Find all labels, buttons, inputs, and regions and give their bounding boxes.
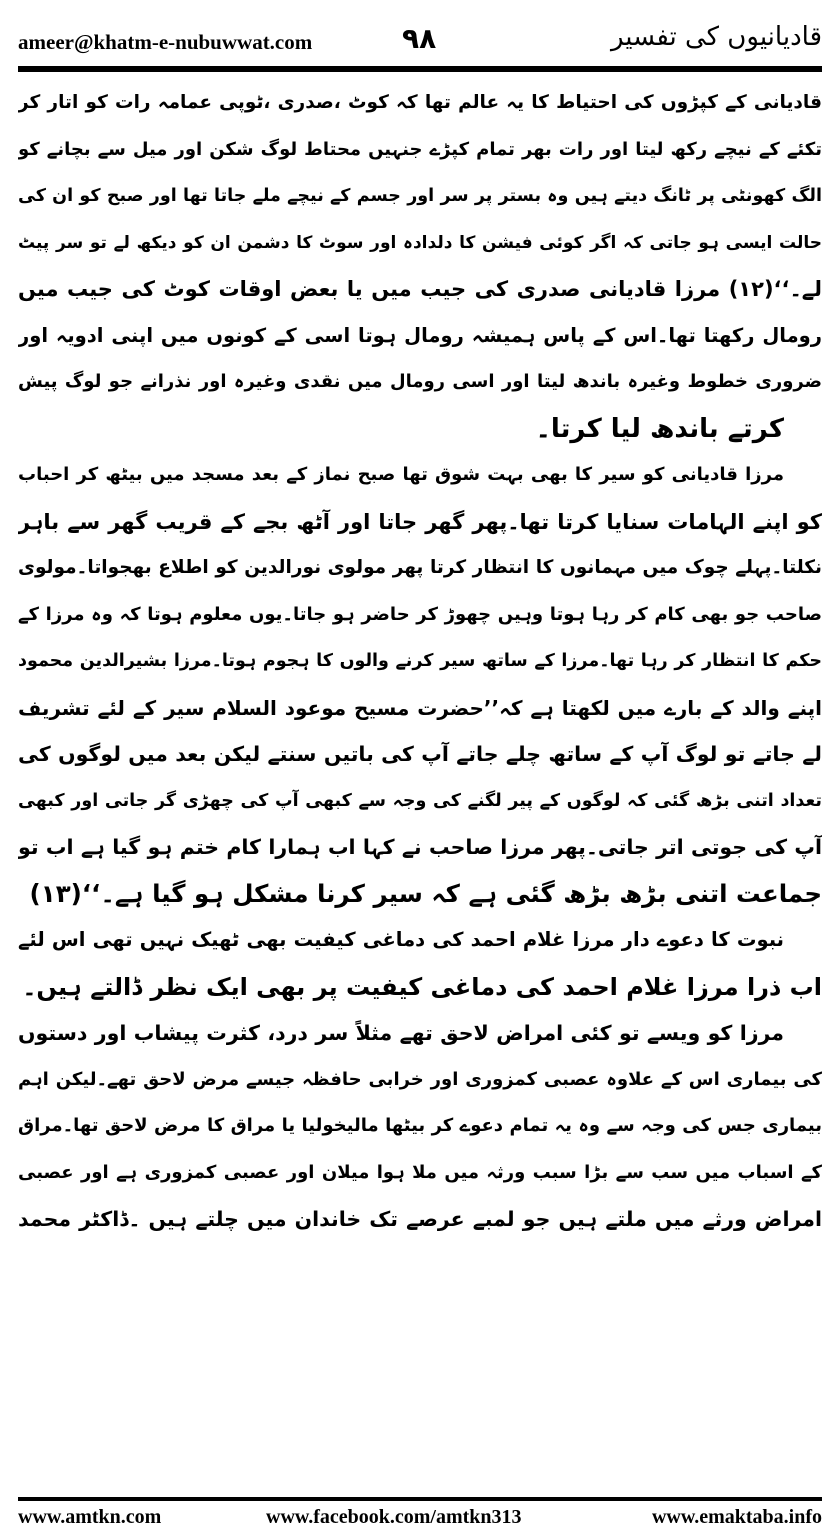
text-line: امراض ورثے میں ملتے ہیں جو لمبے عرصے تک خاندان میں چلتے ہیں ۔ڈاکٹر محمد	[18, 1207, 822, 1231]
text-line: مرزا قادیانی کو سیر کا بھی بہت شوق تھا صبح نماز کے بعد مسجد میں بیٹھ کر احباب	[18, 464, 784, 485]
text-line: تعداد اتنی بڑھ گئی کہ لوگوں کے پیر لگنے کی وجہ سے کبھی آپ کی چھڑی گر جاتی اور کبھی	[18, 790, 822, 811]
text-line: اپنے والد کے بارے میں لکھتا ہے کہ’’حضرت مسیح موعود السلام سیر کے لئے تشریف	[18, 695, 822, 720]
text-line: حالت ایسی ہو جاتی کہ اگر کوئی فیشن کا دلدادہ اور سوٹ کا دشمن ان کو دیکھ لے تو سر پیٹ	[18, 232, 822, 253]
text-line: لے۔‘‘(۱۲) مرزا قادیانی صدری کی جیب میں یا بعض اوقات کوٹ کی جیب میں	[18, 277, 822, 301]
text-line: صاحب جو بھی کام کر رہا ہوتا وہیں چھوڑ کر حاضر ہو جاتا۔یوں معلوم ہوتا کہ وہ مرزا کے	[18, 603, 822, 625]
footer-link-emaktaba: www.emaktaba.info	[651, 1506, 822, 1528]
footer-link-facebook: www.facebook.com/amtkn313	[266, 1506, 522, 1528]
text-line: کو اپنے الہامات سنایا کرتا تھا۔پھر گھر جاتا اور آٹھ بجے کے قریب گھر سے باہر	[18, 509, 822, 534]
text-line: جماعت اتنی بڑھ بڑھ گئی ہے کہ سیر کرنا مشکل ہو گیا ہے۔‘‘(۱۳)	[29, 878, 822, 908]
text-line: کے اسباب میں سب سے بڑا سبب ورثہ میں ملا ہوا میلان اور عصبی کمزوری ہے اور عصبی	[18, 1161, 822, 1183]
page-number: ۹۸	[402, 22, 437, 55]
text-line: رومال رکھتا تھا۔اس کے پاس ہمیشہ رومال ہوتا اسی کے کونوں میں اپنی ادویہ اور	[18, 323, 822, 347]
text-line: نکلتا۔پہلے چوک میں مہمانوں کا انتظار کرتا پھر مولوی نورالدین کو اطلاع بھجواتا۔مولوی	[18, 557, 822, 578]
header-email: ameer@khatm-e-nubuwwat.com	[18, 30, 313, 54]
book-title: قادیانیوں کی تفسیر	[610, 22, 822, 52]
footer-link-amtkn: www.amtkn.com	[18, 1506, 162, 1528]
text-line: کرتے باندھ لیا کرتا۔	[535, 413, 784, 444]
text-line: الگ کھونٹی پر ٹانگ دیتے ہیں وہ بستر پر سر اور جسم کے نیچے ملے جاتا تھا اور صبح کو ان کی	[18, 186, 822, 206]
text-line: مرزا کو ویسے تو کئی امراض لاحق تھے مثلاً سر درد، کثرت پیشاب اور دستوں	[18, 1021, 784, 1045]
text-line: قادیانی کے کپڑوں کی احتیاط کا یہ عالم تھا کہ کوٹ ،صدری ،ٹوپی عمامہ رات کو اتار کر	[18, 92, 822, 113]
page-footer	[18, 1506, 822, 1534]
text-line: آپ کی جوتی اتر جاتی۔پھر مرزا صاحب نے کہا اب ہمارا کام ختم ہو گیا ہے اب تو	[18, 835, 822, 859]
header-rule	[18, 66, 822, 72]
text-line: ضروری خطوط وغیرہ باندھ لیتا اور اسی رومال میں نقدی وغیرہ اور نذرانے جو لوگ پیش	[18, 371, 822, 392]
text-line: کی بیماری اس کے علاوہ عصبی کمزوری اور خرابی حافظہ جیسے مرض لاحق تھے۔لیکن اہم	[18, 1068, 822, 1090]
footer-rule	[18, 1497, 822, 1501]
text-line: لے جاتے تو لوگ آپ کے ساتھ چلے جاتے آپ کی باتیں سنتے لیکن بعد میں لوگوں کی	[18, 742, 822, 766]
text-line: تکئے کے نیچے رکھ لیتا اور رات بھر تمام کپڑے جنہیں محتاط لوگ شکن اور میل سے بچانے کو	[18, 138, 822, 160]
text-line: نبوت کا دعوے دار مرزا غلام احمد کی دماغی کیفیت بھی ٹھیک نہیں تھی اس لئے	[18, 928, 784, 951]
page-header	[18, 18, 822, 68]
text-line: حکم کا انتظار کر رہا تھا۔مرزا کے ساتھ سیر کرنے والوں کا ہجوم ہوتا۔مرزا بشیرالدین محمود	[18, 651, 822, 671]
body-text	[18, 80, 822, 1243]
text-line: بیماری جس کی وجہ سے وہ یہ تمام دعوے کر بیٹھا مالیخولیا یا مراق کا مرض لاحق تھا۔مراق	[18, 1115, 822, 1136]
text-line: اب ذرا مرزا غلام احمد کی دماغی کیفیت پر بھی ایک نظر ڈالتے ہیں۔	[22, 972, 822, 1001]
